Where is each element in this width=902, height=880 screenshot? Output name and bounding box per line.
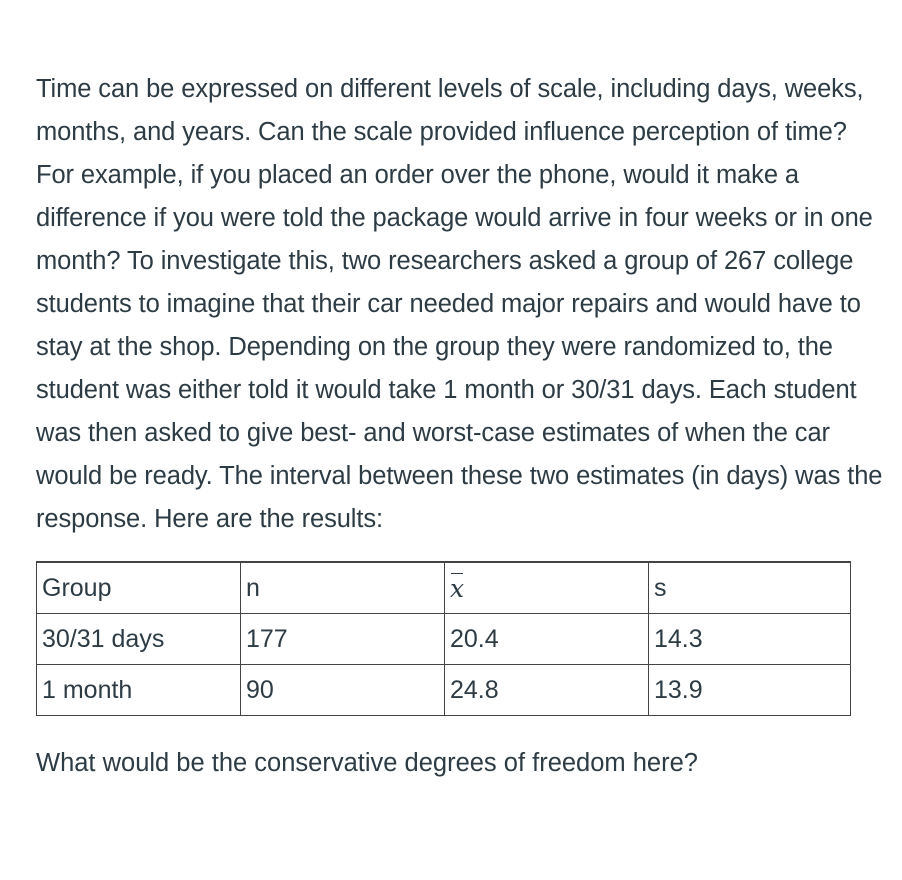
cell-mean: 20.4 bbox=[445, 614, 649, 665]
x-bar-symbol: x bbox=[450, 574, 465, 603]
cell-sd: 13.9 bbox=[649, 665, 851, 716]
cell-sd: 14.3 bbox=[649, 614, 851, 665]
cell-n: 177 bbox=[241, 614, 445, 665]
question-content bbox=[36, 68, 888, 811]
header-n: n bbox=[241, 562, 445, 614]
header-mean bbox=[445, 562, 649, 614]
table-row bbox=[37, 665, 851, 716]
cell-n: 90 bbox=[241, 665, 445, 716]
table-row bbox=[37, 614, 851, 665]
header-sd: s bbox=[649, 562, 851, 614]
cell-mean: 24.8 bbox=[445, 665, 649, 716]
intro-paragraph: Time can be expressed on different levels of scale, including days, weeks, months, and years. Can the scale provided influence perception of time? For example, if you placed an order over the phone, would it make a difference if you were told the package would arrive in four weeks or in one month? To investigate this, two researchers asked a group of 267 college students to imagine that their car needed major repairs and would have to stay at the shop. Depending on the group they were randomized to, the student was either told it would take 1 month or 30/31 days. Each student was then asked to give best- and worst-case estimates of when the car would be ready. The interval between these two estimates (in days) was the response. Here are the results: bbox=[36, 75, 883, 533]
cell-group: 30/31 days bbox=[37, 614, 241, 665]
cell-group: 1 month bbox=[37, 665, 241, 716]
results-table bbox=[36, 561, 851, 716]
question-text: What would be the conservative degrees of freedom here? bbox=[36, 749, 698, 777]
table-header-row bbox=[37, 562, 851, 614]
header-group: Group bbox=[37, 562, 241, 614]
